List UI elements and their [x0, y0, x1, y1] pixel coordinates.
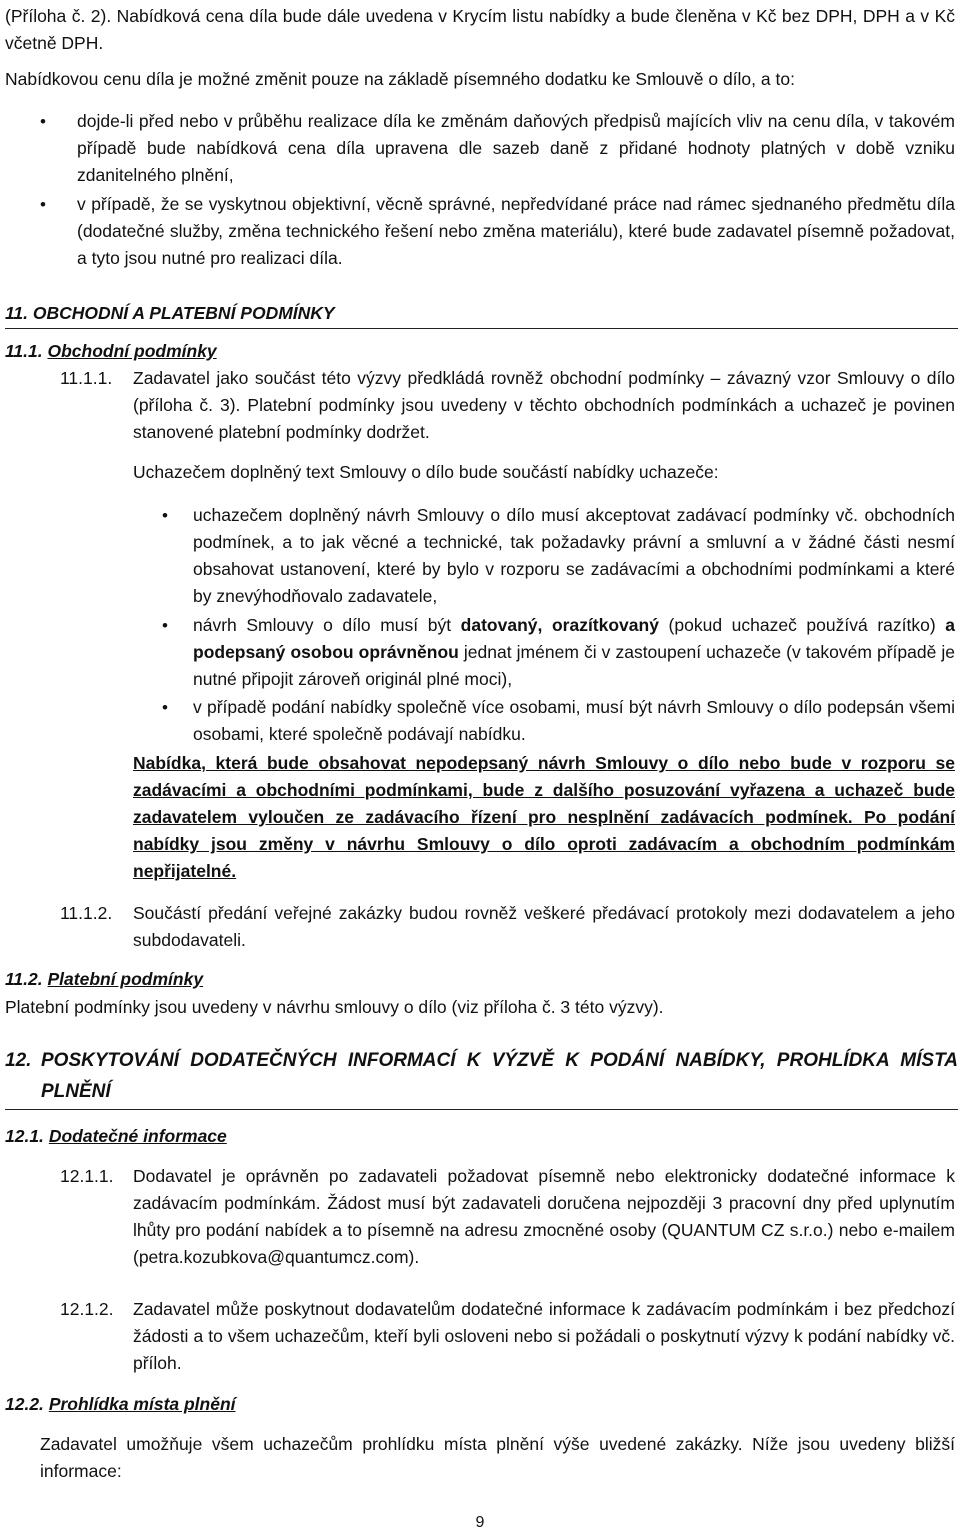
- subsection-number: 11.2.: [5, 969, 43, 989]
- emphasis-text: datovaný, orazítkovaný: [460, 615, 659, 635]
- section-title: POSKYTOVÁNÍ DODATEČNÝCH INFORMACÍ K VÝZVĚ K PODÁNÍ NABÍDKY, PROHLÍDKA MÍSTA PLNĚNÍ: [41, 1050, 958, 1102]
- bullet-dot: •: [162, 506, 168, 525]
- section-number: 12.: [5, 1050, 32, 1071]
- bullet-dot: •: [40, 112, 46, 131]
- bullet-dot: •: [40, 195, 46, 214]
- subsection-heading-12-2: [5, 1391, 505, 1418]
- section-heading-11: 11. OBCHODNÍ A PLATEBNÍ PODMÍNKY: [5, 300, 958, 329]
- subsection-heading-12-1: [5, 1123, 505, 1150]
- subsection-number: 11.1.: [5, 341, 43, 361]
- warning-paragraph: Nabídka, která bude obsahovat nepodepsaný návrh Smlouvy o dílo nebo bude v rozporu se zadávacími a obchodními podmínkami, bude z dalšího posuzování vyřazena a uchazeč bude zadavatelem vyloučen ze zadávacího řízení pro nesplnění zadávacích podmínek. Po podání nabídky jsou změny v návrhu Smlouvy o dílo oproti zadávacím a obchodním podmínkám nepřijatelné.: [133, 753, 955, 881]
- paragraph-11-1-2: Součástí předání veřejné zakázky budou rovněž veškeré předávací protokoly mezi dodavatelem a jeho subdodavateli.: [133, 903, 955, 950]
- list-item: uchazečem doplněný návrh Smlouvy o dílo musí akceptovat zadávací podmínky vč. obchodních podmínek, a to jak věcné a technické, tak požadavky právní a smluvní a v žádné části nesmí obsahovat ustanovení, které by bylo v rozporu se zadávacími a obchodními podmínkami a které by znevýhodňovalo zadavatele,: [193, 505, 955, 606]
- paragraph-11-1-1: Zadavatel jako součást této výzvy předkládá rovněž obchodní podmínky – závazný vzor Smlouvy o dílo (příloha č. 3). Platební podmínky jsou uvedeny v těchto obchodních podmínkách a uchazeč je povinen stanovené platební podmínky dodržet.: [133, 368, 955, 442]
- text-run: návrh Smlouvy o dílo musí být: [193, 615, 461, 635]
- paragraph-12-1-2: Zadavatel může poskytnout dodavatelům dodatečné informace k zadávacím podmínkám i bez předchozí žádosti a to všem uchazečům, kteří byli osloveni nebo si požádali o poskytnutí výzvy k podání nabídky vč. příloh.: [133, 1299, 955, 1373]
- emphasis-text: a podepsaný osobou oprávněnou: [193, 615, 955, 662]
- paragraph-12-1-1: Dodavatel je oprávněn po zadavateli požadovat písemně nebo elektronicky dodatečné informace k zadávacím podmínkám. Žádost musí být zadavateli doručena nejpozději 3 pracovní dny před uplynutím lhůty pro podání nabídek a to písemně na adresu zmocněné osoby (QUANTUM CZ s.r.o.) nebo e-mailem (petra.kozubkova@quantumcz.com).: [133, 1166, 955, 1267]
- text-run: (pokud uchazeč používá razítko): [658, 615, 946, 635]
- subsection-title: Dodatečné informace: [48, 1126, 227, 1146]
- bullet-dot: •: [162, 616, 168, 635]
- subsection-heading-11-2: [5, 966, 505, 993]
- paragraph-11-2: Platební podmínky jsou uvedeny v návrhu smlouvy o dílo (viz příloha č. 3 této výzvy).: [5, 997, 664, 1017]
- paragraph-number: 12.1.2.: [60, 1299, 114, 1319]
- paragraph-number: 12.1.1.: [60, 1166, 114, 1186]
- subsection-number: 12.2.: [5, 1394, 44, 1414]
- subsection-heading-11-1: [5, 338, 505, 365]
- intro-paragraph: (Příloha č. 2). Nabídková cena díla bude dále uvedena v Krycím listu nabídky a bude členěna v Kč bez DPH, DPH a v Kč včetně DPH.: [5, 6, 955, 53]
- list-item: [193, 612, 955, 693]
- subsection-title: Obchodní podmínky: [47, 341, 217, 361]
- page-number: 9: [475, 1514, 485, 1531]
- list-item: v případě podání nabídky společně více osobami, musí být návrh Smlouvy o dílo podepsán všemi osobami, které společně podávají nabídku.: [193, 697, 955, 744]
- subsection-title: Prohlídka místa plnění: [48, 1394, 236, 1414]
- section-heading-12: [5, 1045, 958, 1110]
- paragraph-number: 11.1.2.: [60, 903, 113, 923]
- paragraph-12-2: Zadavatel umožňuje všem uchazečům prohlídku místa plnění výše uvedené zakázky. Níže jsou uvedeny bližší informace:: [40, 1434, 955, 1481]
- subsection-number: 12.1.: [5, 1126, 44, 1146]
- intro-lead: Nabídkovou cenu díla je možné změnit pouze na základě písemného dodatku ke Smlouvě o dílo, a to:: [5, 69, 795, 89]
- subsection-title: Platební podmínky: [47, 969, 204, 989]
- supplement-lead: Uchazečem doplněný text Smlouvy o dílo bude součástí nabídky uchazeče:: [133, 462, 719, 482]
- bullet-dot: •: [162, 698, 168, 717]
- list-item: dojde-li před nebo v průběhu realizace díla ke změnám daňových předpisů majících vliv na cenu díla, v takovém případě bude nabídková cena díla upravena dle sazeb daně z přidané hodnoty platných v době vzniku zdanitelného plnění,: [77, 111, 955, 185]
- paragraph-number: 11.1.1.: [60, 368, 113, 388]
- text-run: jednat jménem či v zastoupení uchazeče (v takovém případě je nutné připojit zároveň originál plné moci),: [193, 642, 956, 689]
- list-item: v případě, že se vyskytnou objektivní, věcně správné, nepředvídané práce nad rámec sjednaného předmětu díla (dodatečné služby, změna technického řešení nebo změna materiálu), které bude zadavatel písemně požadovat, a tyto jsou nutné pro realizaci díla.: [77, 194, 955, 268]
